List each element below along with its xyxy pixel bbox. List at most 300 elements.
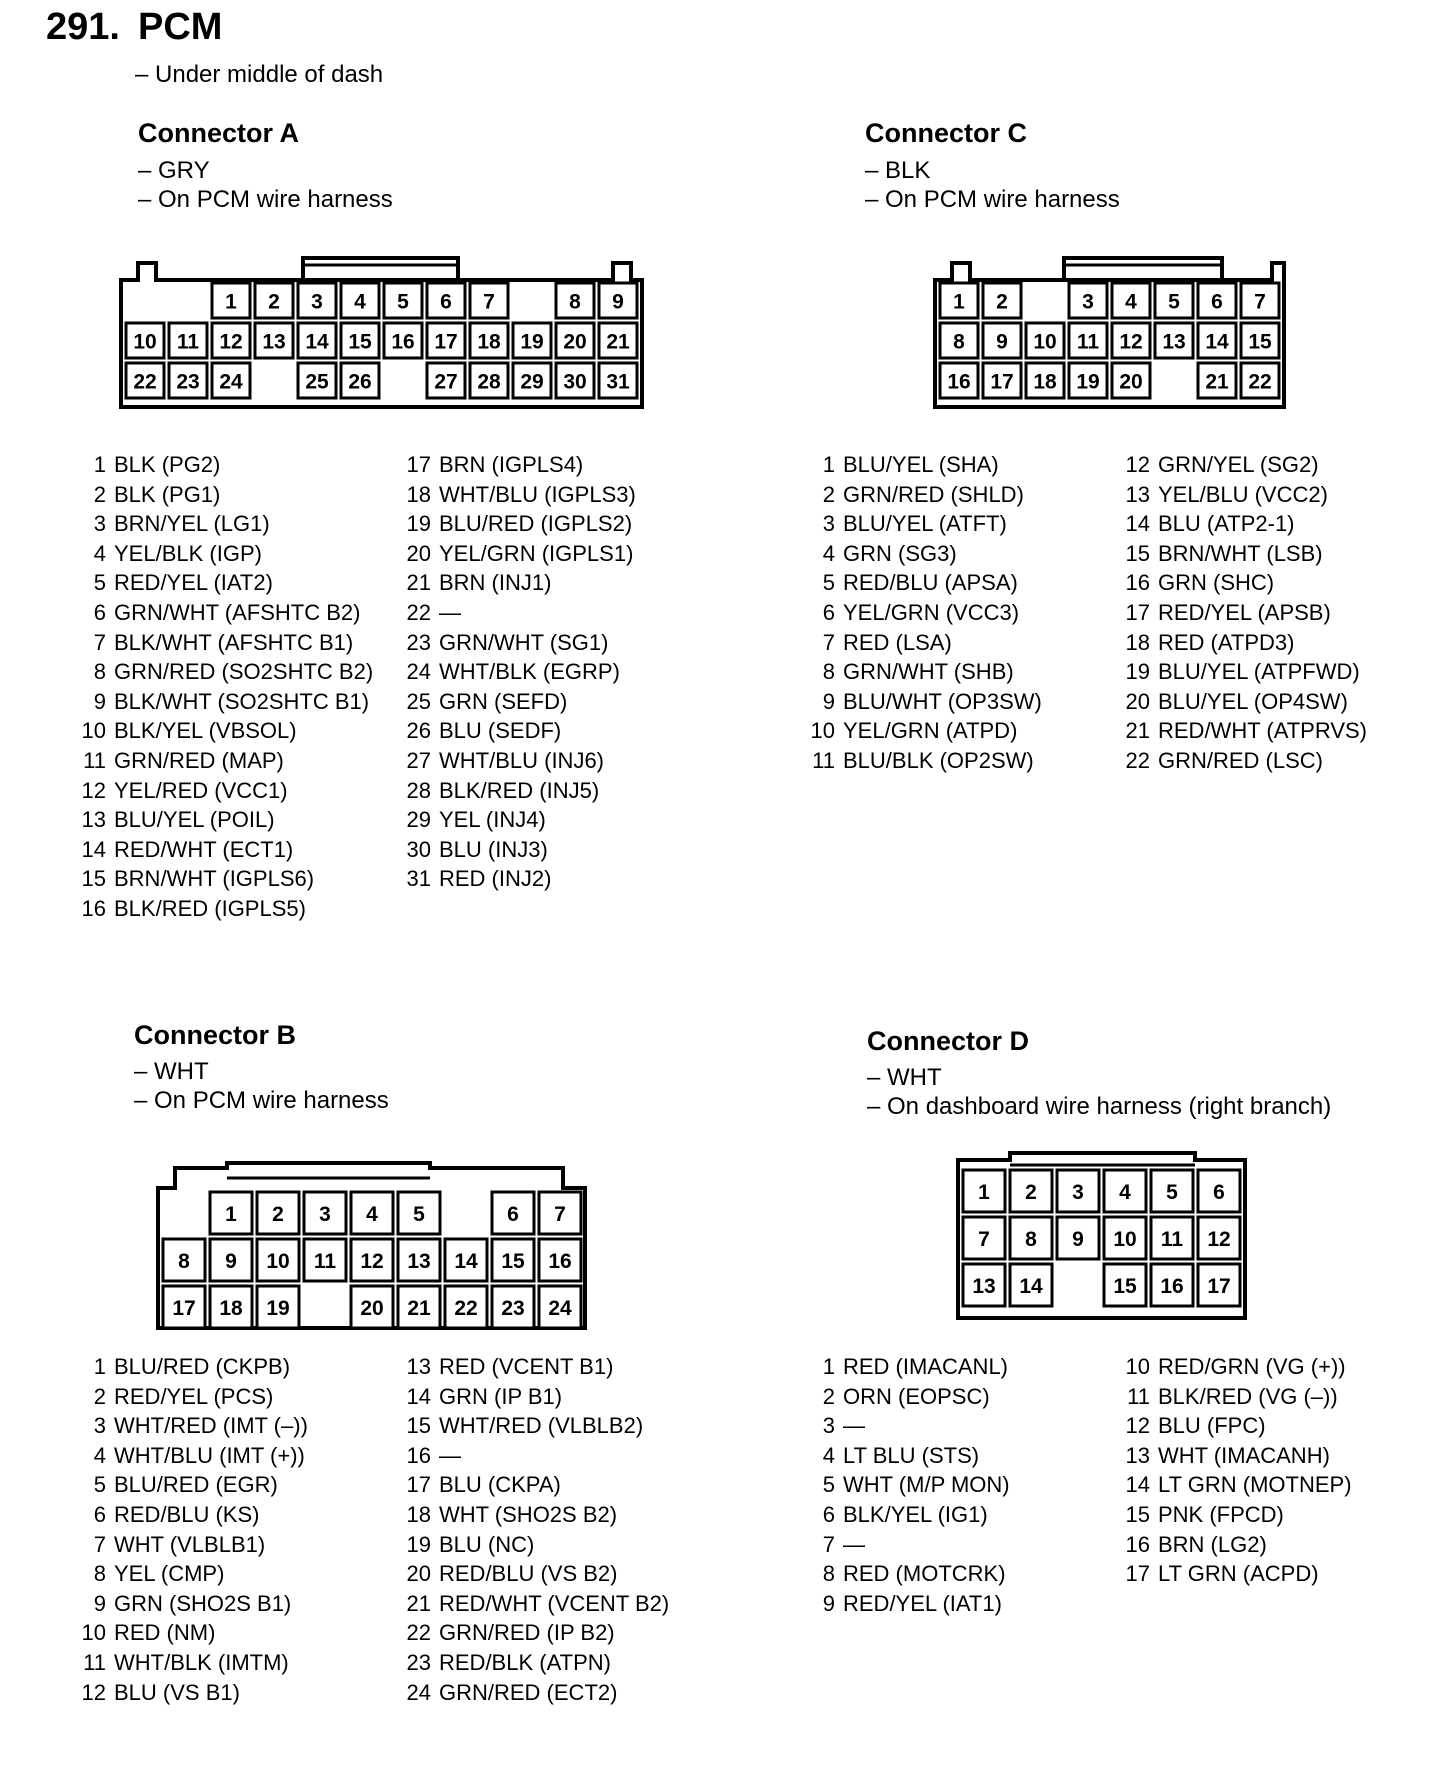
cavity-label-2: 2 <box>1025 1181 1037 1204</box>
pin-number: 19 <box>406 511 431 537</box>
pin-number: 14 <box>1125 1472 1150 1498</box>
cavity-label-20: 20 <box>1119 370 1143 394</box>
pin-number: 19 <box>1125 659 1150 685</box>
pin-number: 3 <box>93 1413 106 1439</box>
pin-wire-label: PNK (FPCD) <box>1158 1502 1284 1527</box>
pin-number: 12 <box>81 777 106 803</box>
pin-wire-label: GRN (SEFD) <box>439 688 568 714</box>
pin-row <box>401 1530 534 1560</box>
pin-wire-label: — <box>843 1413 865 1439</box>
pin-row <box>1120 450 1319 480</box>
pin-wire-label: WHT/BLK (IMTM) <box>114 1650 289 1675</box>
pin-number: 24 <box>406 659 431 685</box>
pin-number: 2 <box>822 481 835 507</box>
cavity-label-22: 22 <box>133 370 157 394</box>
pin-number: 14 <box>1125 511 1150 537</box>
pin-wire-label: BLU/RED (CKPB) <box>114 1354 291 1379</box>
pin-number: 6 <box>93 600 106 625</box>
pin-row <box>401 776 599 806</box>
pin-number: 3 <box>93 511 106 537</box>
pin-number: 15 <box>1125 540 1150 566</box>
pin-row <box>76 1618 215 1648</box>
pin-wire-label: RED/WHT (ECT1) <box>114 836 294 862</box>
cavity-label-6: 6 <box>440 290 452 314</box>
pin-row <box>76 1678 240 1708</box>
pin-number: 12 <box>1125 452 1150 477</box>
pin-row <box>1120 1530 1267 1560</box>
pin-number: 20 <box>406 1561 431 1587</box>
pin-wire-label: BRN/WHT (LSB) <box>1158 540 1323 566</box>
pin-wire-label: GRN/RED (LSC) <box>1158 748 1324 773</box>
pin-row <box>76 1648 289 1678</box>
pin-row <box>805 539 957 569</box>
cavity-label-5: 5 <box>1166 1181 1178 1204</box>
pin-number: 2 <box>93 481 106 507</box>
pin-row <box>76 657 373 687</box>
pin-row <box>76 716 297 746</box>
cavity-label-7: 7 <box>1254 290 1266 314</box>
pin-wire-label: RED (IMACANL) <box>843 1354 1009 1379</box>
pin-number: 3 <box>822 511 835 537</box>
pin-row <box>805 1589 1002 1619</box>
pin-number: 23 <box>406 629 431 655</box>
pin-number: 9 <box>93 1590 106 1616</box>
pin-row <box>805 1470 1010 1500</box>
pin-wire-label: YEL/RED (VCC1) <box>114 777 288 803</box>
pin-row <box>805 568 1018 598</box>
cavity-label-29: 29 <box>520 370 544 394</box>
pin-row <box>401 805 546 835</box>
pin-row <box>805 450 999 480</box>
cavity-label-19: 19 <box>520 330 544 354</box>
cavity-label-4: 4 <box>1119 1181 1131 1204</box>
cavity-label-18: 18 <box>219 1297 243 1320</box>
pin-number: 14 <box>81 836 106 862</box>
pin-row <box>805 1530 865 1560</box>
pin-wire-label: WHT/BLU (INJ6) <box>439 748 604 773</box>
pin-wire-label: GRN (IP B1) <box>439 1383 563 1409</box>
cavity-label-7: 7 <box>483 290 495 314</box>
cavity-label-21: 21 <box>606 330 630 354</box>
pin-wire-label: — <box>439 600 461 625</box>
pin-number: 4 <box>93 540 106 566</box>
cavity-label-1: 1 <box>225 1203 237 1226</box>
pin-wire-label: RED/YEL (IAT2) <box>114 570 273 596</box>
pin-number: 16 <box>1125 1531 1150 1557</box>
pin-number: 21 <box>406 1590 431 1616</box>
pin-number: 12 <box>1125 1413 1150 1439</box>
pin-wire-label: BLU (CKPA) <box>439 1472 561 1498</box>
pin-wire-label: LT GRN (MOTNEP) <box>1158 1472 1352 1498</box>
pin-wire-label: BRN (LG2) <box>1158 1531 1267 1557</box>
pin-number: 21 <box>1125 718 1150 744</box>
cavity-label-12: 12 <box>219 330 243 354</box>
pin-row <box>76 1500 259 1530</box>
cavity-label-12: 12 <box>360 1250 384 1273</box>
pin-number: 16 <box>1125 570 1150 596</box>
cavity-label-3: 3 <box>1082 290 1094 314</box>
pin-row <box>401 835 548 865</box>
pin-row <box>76 1352 290 1382</box>
pin-number: 16 <box>406 1442 431 1468</box>
pin-wire-label: BLU (INJ3) <box>439 836 548 862</box>
pin-number: 5 <box>822 570 835 596</box>
pin-number: 1 <box>93 1354 106 1379</box>
pin-row <box>805 1411 865 1441</box>
pin-row <box>1120 746 1323 776</box>
cavity-label-18: 18 <box>1033 370 1057 394</box>
connector-b-diagram <box>155 1160 595 1335</box>
cavity-label-11: 11 <box>1160 1228 1184 1251</box>
connector-d-face <box>955 1150 1255 1325</box>
pin-wire-label: BLU/WHT (OP3SW) <box>843 688 1042 714</box>
pin-row <box>401 1678 617 1708</box>
pin-wire-label: BLU/RED (IGPLS2) <box>439 511 633 537</box>
pin-wire-label: BLK/RED (VG (–)) <box>1158 1383 1338 1409</box>
pin-number: 9 <box>93 688 106 714</box>
cavity-label-16: 16 <box>1160 1275 1184 1298</box>
pin-wire-label: BRN (IGPLS4) <box>439 452 584 477</box>
pin-wire-label: BLU (ATP2-1) <box>1158 511 1295 537</box>
cavity-label-17: 17 <box>990 370 1014 394</box>
pin-row <box>401 716 561 746</box>
pin-wire-label: BLK (PG1) <box>114 481 221 507</box>
pin-number: 6 <box>93 1502 106 1527</box>
pin-number: 22 <box>1125 748 1150 773</box>
connector-c-face <box>932 255 1292 415</box>
pin-number: 2 <box>93 1383 106 1409</box>
pin-row <box>401 864 551 894</box>
pin-wire-label: RED/BLK (ATPN) <box>439 1650 611 1675</box>
pin-number: 17 <box>1125 1561 1150 1587</box>
cavity-label-13: 13 <box>262 330 286 354</box>
pin-row <box>401 568 551 598</box>
pin-number: 10 <box>1125 1354 1150 1379</box>
pin-wire-label: BRN/WHT (IGPLS6) <box>114 866 315 892</box>
pin-number: 16 <box>81 896 106 921</box>
cavity-label-15: 15 <box>1113 1275 1137 1298</box>
connector-c-diagram <box>932 255 1292 415</box>
pin-wire-label: — <box>843 1531 865 1557</box>
connector-b-location: – On PCM wire harness <box>134 1087 389 1114</box>
pin-wire-label: RED/BLU (KS) <box>114 1502 260 1527</box>
pin-wire-label: RED/YEL (APSB) <box>1158 600 1331 625</box>
cavity-label-9: 9 <box>225 1250 237 1273</box>
pin-number: 22 <box>406 1620 431 1646</box>
cavity-label-13: 13 <box>972 1275 996 1298</box>
pin-wire-label: GRN/RED (MAP) <box>114 748 284 773</box>
connector-a-face <box>118 255 648 415</box>
connector-a-title: Connector A <box>138 118 299 148</box>
connector-d-color: – WHT <box>867 1064 942 1091</box>
pin-row <box>1120 1559 1319 1589</box>
pin-number: 27 <box>406 748 431 773</box>
pin-row <box>76 835 293 865</box>
pin-row <box>401 539 633 569</box>
pin-wire-label: BLU (VS B1) <box>114 1679 240 1705</box>
pin-wire-label: YEL/BLK (IGP) <box>114 540 262 566</box>
pin-row <box>805 1382 990 1412</box>
pin-number: 7 <box>93 1531 106 1557</box>
cavity-label-17: 17 <box>172 1297 196 1320</box>
pin-row <box>1120 716 1367 746</box>
pin-number: 17 <box>406 1472 431 1498</box>
pin-wire-label: RED/GRN (VG (+)) <box>1158 1354 1346 1379</box>
pin-wire-label: BLU/YEL (OP4SW) <box>1158 688 1348 714</box>
pin-row <box>401 1559 618 1589</box>
pin-row <box>1120 1500 1284 1530</box>
cavity-label-13: 13 <box>407 1250 431 1273</box>
cavity-label-16: 16 <box>391 330 415 354</box>
cavity-label-15: 15 <box>1248 330 1272 354</box>
pin-row <box>401 657 620 687</box>
pin-wire-label: LT GRN (ACPD) <box>1158 1561 1319 1587</box>
pin-row <box>76 687 369 717</box>
pin-number: 10 <box>81 1620 106 1646</box>
pin-wire-label: WHT/BLK (EGRP) <box>439 659 620 685</box>
pin-row <box>76 746 284 776</box>
pin-wire-label: GRN/YEL (SG2) <box>1158 452 1319 477</box>
pin-wire-label: GRN (SG3) <box>843 540 957 566</box>
cavity-label-23: 23 <box>176 370 200 394</box>
pin-row <box>1120 628 1295 658</box>
pin-number: 20 <box>1125 688 1150 714</box>
pin-wire-label: WHT/RED (VLBLB2) <box>439 1413 644 1439</box>
pin-row <box>401 687 567 717</box>
cavity-label-20: 20 <box>360 1297 384 1320</box>
cavity-label-12: 12 <box>1119 330 1143 354</box>
pin-wire-label: BLU (NC) <box>439 1531 535 1557</box>
pin-number: 9 <box>822 1590 835 1616</box>
pin-wire-label: BLU/YEL (POIL) <box>114 807 275 833</box>
pin-wire-label: RED (MOTCRK) <box>843 1561 1006 1587</box>
pin-wire-label: YEL (CMP) <box>114 1561 225 1587</box>
pin-row <box>76 539 262 569</box>
pin-wire-label: RED (LSA) <box>843 629 952 655</box>
pin-row <box>1120 598 1331 628</box>
cavity-label-5: 5 <box>397 290 409 314</box>
cavity-label-17: 17 <box>1207 1275 1231 1298</box>
pin-row <box>1120 568 1274 598</box>
cavity-label-5: 5 <box>1168 290 1180 314</box>
cavity-label-4: 4 <box>1125 290 1137 314</box>
pin-number: 9 <box>822 688 835 714</box>
pin-wire-label: YEL/BLU (VCC2) <box>1158 481 1328 507</box>
cavity-label-4: 4 <box>366 1203 378 1226</box>
pin-number: 15 <box>81 866 106 892</box>
pin-wire-label: GRN/RED (ECT2) <box>439 1679 618 1705</box>
pin-number: 28 <box>406 777 431 803</box>
pin-wire-label: WHT/RED (IMT (–)) <box>114 1413 308 1439</box>
cavity-label-10: 10 <box>1113 1228 1137 1251</box>
cavity-label-31: 31 <box>606 370 630 394</box>
cavity-label-5: 5 <box>413 1203 425 1226</box>
pin-wire-label: GRN/WHT (SHB) <box>843 659 1014 685</box>
cavity-label-19: 19 <box>1076 370 1100 394</box>
pin-wire-label: BLK/WHT (SO2SHTC B1) <box>114 688 370 714</box>
pin-row <box>76 509 270 539</box>
pin-number: 11 <box>83 748 106 773</box>
pin-row <box>1120 1352 1346 1382</box>
pin-row <box>76 805 275 835</box>
pin-number: 6 <box>822 600 835 625</box>
connector-a-diagram <box>118 255 648 415</box>
cavity-label-16: 16 <box>548 1250 572 1273</box>
pin-wire-label: WHT/BLU (IGPLS3) <box>439 481 636 507</box>
pin-wire-label: RED/WHT (ATPRVS) <box>1158 718 1368 744</box>
pin-row <box>76 598 360 628</box>
cavity-label-2: 2 <box>272 1203 284 1226</box>
pin-row <box>76 864 314 894</box>
pin-row <box>76 450 220 480</box>
pin-number: 10 <box>810 718 835 744</box>
cavity-label-11: 11 <box>1076 330 1100 354</box>
cavity-label-8: 8 <box>953 330 965 354</box>
cavity-label-27: 27 <box>434 370 458 394</box>
cavity-label-14: 14 <box>305 330 329 354</box>
cavity-label-24: 24 <box>219 370 243 394</box>
pin-wire-label: WHT (IMACANH) <box>1158 1442 1330 1468</box>
pcm-location: – Under middle of dash <box>135 61 384 88</box>
pin-row <box>1120 1470 1352 1500</box>
cavity-label-18: 18 <box>477 330 501 354</box>
pin-number: 4 <box>822 540 835 566</box>
pin-wire-label: BRN/YEL (LG1) <box>114 511 270 537</box>
cavity-label-4: 4 <box>354 290 366 314</box>
pin-wire-label: RED/BLU (VS B2) <box>439 1561 618 1587</box>
pin-number: 2 <box>822 1383 835 1409</box>
pin-wire-label: WHT/BLU (IMT (+)) <box>114 1442 305 1468</box>
cavity-label-3: 3 <box>1072 1181 1084 1204</box>
pin-row <box>1120 657 1360 687</box>
cavity-label-30: 30 <box>563 370 587 394</box>
connector-d-title: Connector D <box>867 1026 1029 1056</box>
pin-number: 22 <box>406 600 431 625</box>
cavity-label-15: 15 <box>501 1250 525 1273</box>
pin-row <box>805 509 1007 539</box>
pin-number: 4 <box>822 1442 835 1468</box>
pin-row <box>401 1411 643 1441</box>
pin-wire-label: YEL/GRN (VCC3) <box>843 600 1020 625</box>
cavity-label-26: 26 <box>348 370 372 394</box>
pin-number: 12 <box>81 1679 106 1705</box>
pin-row <box>805 746 1034 776</box>
pin-number: 29 <box>406 807 431 833</box>
cavity-label-8: 8 <box>1025 1228 1037 1251</box>
pin-number: 8 <box>93 659 106 685</box>
pin-wire-label: GRN/RED (SO2SHTC B2) <box>114 659 374 685</box>
pin-wire-label: RED (VCENT B1) <box>439 1354 614 1379</box>
cavity-label-9: 9 <box>1072 1228 1084 1251</box>
pin-number: 23 <box>406 1650 431 1675</box>
cavity-label-1: 1 <box>225 290 237 314</box>
pin-wire-label: GRN (SHC) <box>1158 570 1275 596</box>
pin-number: 20 <box>406 540 431 566</box>
pin-row <box>805 1352 1008 1382</box>
pin-number: 7 <box>93 629 106 655</box>
cavity-label-1: 1 <box>978 1181 990 1204</box>
pin-row <box>1120 1441 1330 1471</box>
pin-row <box>76 1411 308 1441</box>
pin-wire-label: RED/YEL (IAT1) <box>843 1590 1002 1616</box>
pin-row <box>76 776 288 806</box>
pin-wire-label: BRN (INJ1) <box>439 570 552 596</box>
pin-row <box>401 1382 562 1412</box>
pin-number: 6 <box>822 1502 835 1527</box>
pin-row <box>805 1500 988 1530</box>
pin-number: 1 <box>822 1354 835 1379</box>
connector-b-title: Connector B <box>134 1020 296 1050</box>
pin-row <box>401 1352 613 1382</box>
pin-number: 30 <box>406 836 431 862</box>
pin-row <box>76 1441 305 1471</box>
pin-wire-label: BLU/YEL (ATFT) <box>843 511 1007 537</box>
pin-row <box>76 568 273 598</box>
pin-wire-label: GRN/RED (IP B2) <box>439 1620 615 1646</box>
page-heading: PCM <box>137 6 223 48</box>
pin-row <box>76 894 306 924</box>
cavity-label-22: 22 <box>1248 370 1272 394</box>
pin-number: 11 <box>1127 1383 1150 1409</box>
cavity-label-22: 22 <box>454 1297 478 1320</box>
connector-d-diagram <box>955 1150 1255 1325</box>
pin-wire-label: BLU (SEDF) <box>439 718 562 744</box>
pin-wire-label: BLK/RED (INJ5) <box>439 777 600 803</box>
pin-number: 13 <box>406 1354 431 1379</box>
pin-row <box>401 1648 611 1678</box>
pin-row <box>401 1500 617 1530</box>
pin-row <box>805 480 1024 510</box>
cavity-label-6: 6 <box>507 1203 519 1226</box>
pin-number: 4 <box>93 1442 106 1468</box>
pin-number: 8 <box>93 1561 106 1587</box>
cavity-label-10: 10 <box>1033 330 1057 354</box>
pin-wire-label: LT BLU (STS) <box>843 1442 980 1468</box>
pin-row <box>76 1382 273 1412</box>
pin-row <box>1120 687 1348 717</box>
pin-row <box>76 1470 278 1500</box>
pin-row <box>401 1441 461 1471</box>
pin-row <box>401 1589 669 1619</box>
page-number: 291. <box>46 6 120 48</box>
pin-wire-label: BLK/RED (IGPLS5) <box>114 896 306 921</box>
pin-number: 26 <box>406 718 431 744</box>
cavity-label-13: 13 <box>1162 330 1186 354</box>
pin-number: 18 <box>406 1502 431 1527</box>
pin-number: 13 <box>1125 1442 1150 1468</box>
pin-row <box>805 1559 1006 1589</box>
pin-row <box>76 1589 291 1619</box>
pin-number: 21 <box>406 570 431 596</box>
pin-number: 19 <box>406 1531 431 1557</box>
pin-number: 1 <box>93 452 106 477</box>
pin-number: 5 <box>93 570 106 596</box>
cavity-label-23: 23 <box>501 1297 525 1320</box>
pin-number: 17 <box>1125 600 1150 625</box>
pin-row <box>805 1441 979 1471</box>
pin-wire-label: BLU/BLK (OP2SW) <box>843 748 1034 773</box>
cavity-label-24: 24 <box>548 1297 572 1320</box>
pin-wire-label: YEL/GRN (IGPLS1) <box>439 540 634 566</box>
pin-row <box>1120 509 1295 539</box>
pin-wire-label: BLK/WHT (AFSHTC B1) <box>114 629 354 655</box>
pin-number: 11 <box>812 748 835 773</box>
pin-row <box>401 1618 615 1648</box>
pin-wire-label: GRN/WHT (SG1) <box>439 629 609 655</box>
pin-number: 3 <box>822 1413 835 1439</box>
pin-wire-label: WHT (VLBLB1) <box>114 1531 266 1557</box>
cavity-label-15: 15 <box>348 330 372 354</box>
